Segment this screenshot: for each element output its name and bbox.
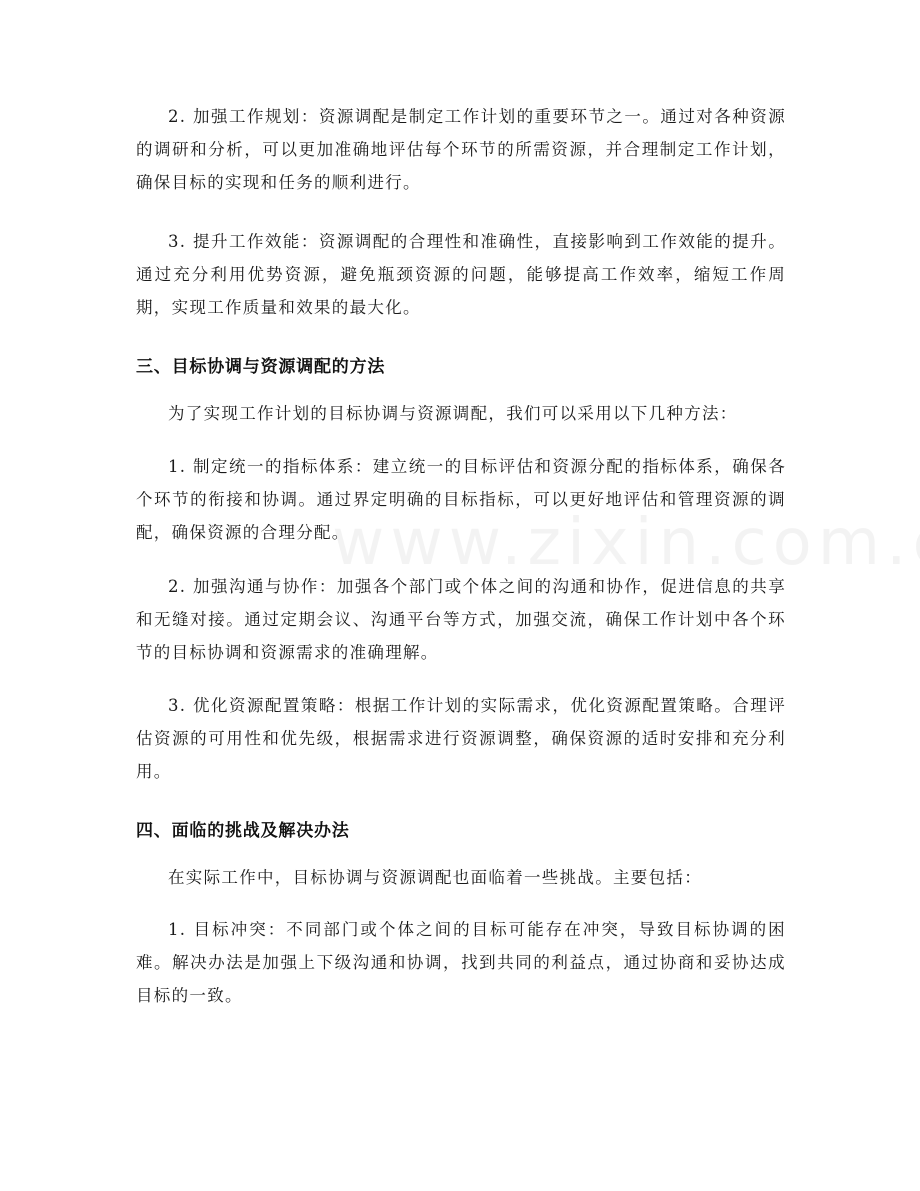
section-heading-challenges: 四、面临的挑战及解决办法 <box>136 821 350 841</box>
paragraph-text: 1. 目标冲突：不同部门或个体之间的目标可能存在冲突，导致目标协调的困难。解决办法是加强上下级沟通和协调，找到共同的利益点，通过协商和妥协达成目标的一致。 <box>136 920 786 1005</box>
paragraph-text: 3. 提升工作效能：资源调配的合理性和准确性，直接影响到工作效能的提升。通过充分利用优势资源，避免瓶颈资源的问题，能够提高工作效率，缩短工作周期，实现工作质量和效果的最大化。 <box>136 232 786 317</box>
paragraph-indicator-system <box>136 450 786 549</box>
paragraph-text: 为了实现工作计划的目标协调与资源调配，我们可以采用以下几种方法： <box>168 404 738 423</box>
section-heading-methods: 三、目标协调与资源调配的方法 <box>136 357 386 377</box>
paragraph-communication <box>136 570 786 669</box>
paragraph-text: 3. 优化资源配置策略：根据工作计划的实际需求，优化资源配置策略。合理评估资源的可用性和优先级，根据需求进行资源调整，确保资源的适时安排和充分利用。 <box>136 696 786 781</box>
paragraph-goal-conflict <box>136 913 786 1012</box>
paragraph-work-planning <box>136 100 786 199</box>
paragraph-text: 1. 制定统一的指标体系：建立统一的目标评估和资源分配的指标体系，确保各个环节的衔接和协调。通过界定明确的目标指标，可以更好地评估和管理资源的调配，确保资源的合理分配。 <box>136 457 786 542</box>
paragraph-text: 2. 加强沟通与协作：加强各个部门或个体之间的沟通和协作，促进信息的共享和无缝对接。通过定期会议、沟通平台等方式，加强交流，确保工作计划中各个环节的目标协调和资源需求的准确理解。 <box>136 577 786 662</box>
paragraph-resource-strategy <box>136 689 786 788</box>
paragraph-methods-intro <box>136 397 786 430</box>
paragraph-work-efficiency <box>136 225 786 324</box>
paragraph-text: 在实际工作中，目标协调与资源调配也面临着一些挑战。主要包括： <box>168 868 702 887</box>
paragraph-challenges-intro <box>136 861 786 894</box>
paragraph-text: 2. 加强工作规划：资源调配是制定工作计划的重要环节之一。通过对各种资源的调研和分析，可以更加准确地评估每个环节的所需资源，并合理制定工作计划，确保目标的实现和任务的顺利进行。 <box>136 107 786 192</box>
